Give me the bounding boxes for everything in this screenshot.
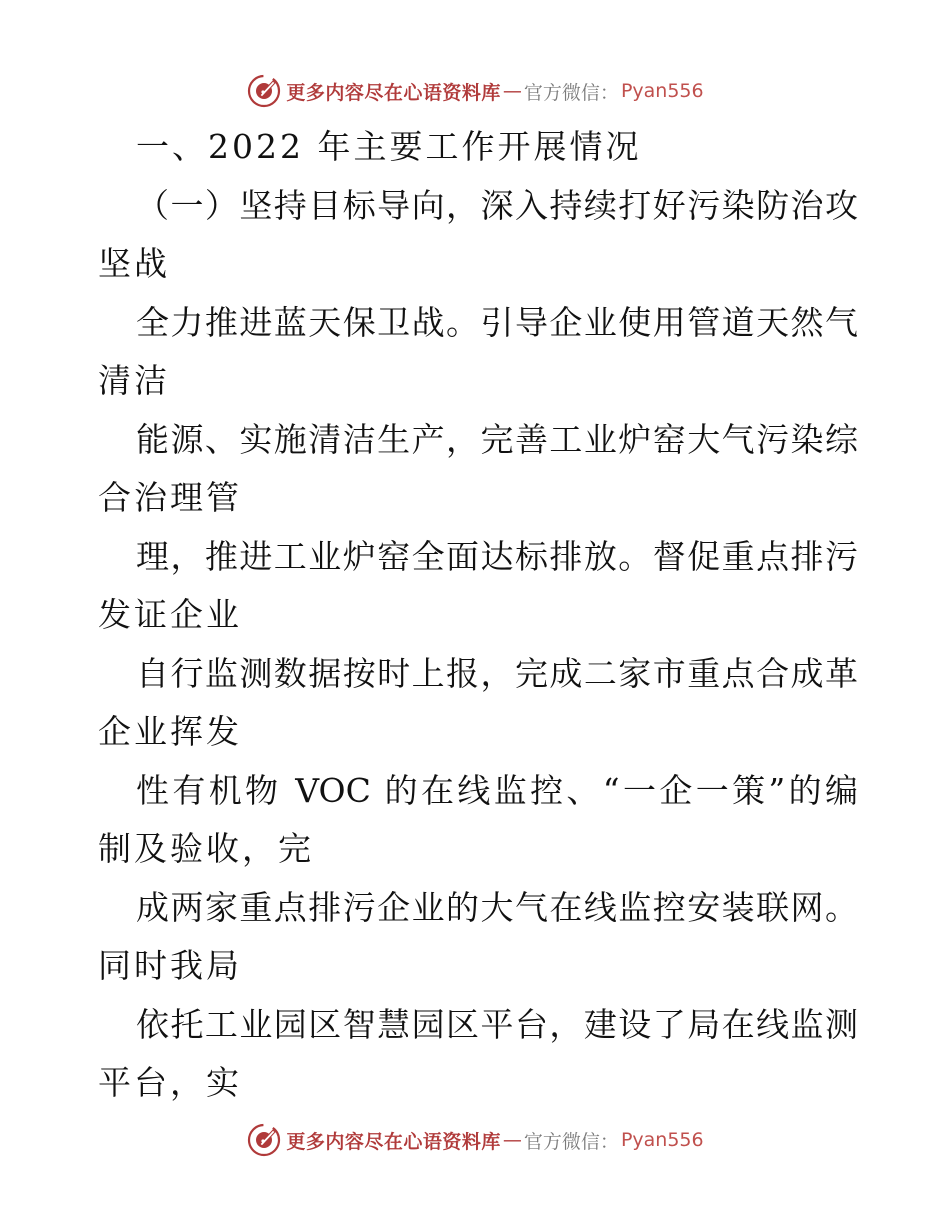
text-line: 企业挥发: [98, 712, 242, 751]
text-line: 依托工业园区智慧园区平台，建设了局在线监测: [136, 1004, 858, 1044]
text-line: 全力推进蓝天保卫战。引导企业使用管道天然气: [136, 302, 858, 342]
text-line: 同时我局: [98, 946, 242, 985]
text-line: 清洁: [98, 361, 170, 400]
wechat-label: 官方微信：: [523, 81, 619, 104]
text-line: 能源、实施清洁生产，完善工业炉窑大气污染综: [136, 419, 858, 459]
wechat-handle: Pyan556: [620, 1129, 704, 1151]
wechat-handle: Pyan556: [620, 80, 704, 102]
text-line: （一）坚持目标导向，深入持续打好污染防治攻: [136, 185, 858, 225]
text-line: 自行监测数据按时上报，完成二家市重点合成革: [136, 653, 858, 693]
text-line: 成两家重点排污企业的大气在线监控安装联网。: [136, 887, 858, 927]
promo-text: 更多内容尽在心语资料库: [286, 1130, 501, 1153]
banner-dash: —: [502, 80, 522, 102]
text-line: 发证企业: [98, 595, 242, 634]
banner-dash: —: [502, 1129, 522, 1151]
text-line: 性有机物 VOC 的在线监控、“一企一策”的编: [136, 770, 858, 810]
text-line: 坚战: [98, 244, 170, 283]
wechat-label: 官方微信：: [523, 1130, 619, 1153]
text-line: 制及验收，完: [98, 829, 314, 868]
text-line: 合治理管: [98, 478, 242, 517]
header-banner: [0, 71, 950, 111]
document-body: [98, 118, 858, 1113]
fountain-pen-logo-icon: [246, 1122, 282, 1158]
footer-banner: [0, 1120, 950, 1160]
text-line: 理，推进工业炉窑全面达标排放。督促重点排污: [136, 536, 858, 576]
text-line: 一、2022 年主要工作开展情况: [136, 127, 642, 166]
promo-text: 更多内容尽在心语资料库: [286, 81, 501, 104]
fountain-pen-logo-icon: [246, 73, 282, 109]
text-line: 平台，实: [98, 1063, 242, 1102]
